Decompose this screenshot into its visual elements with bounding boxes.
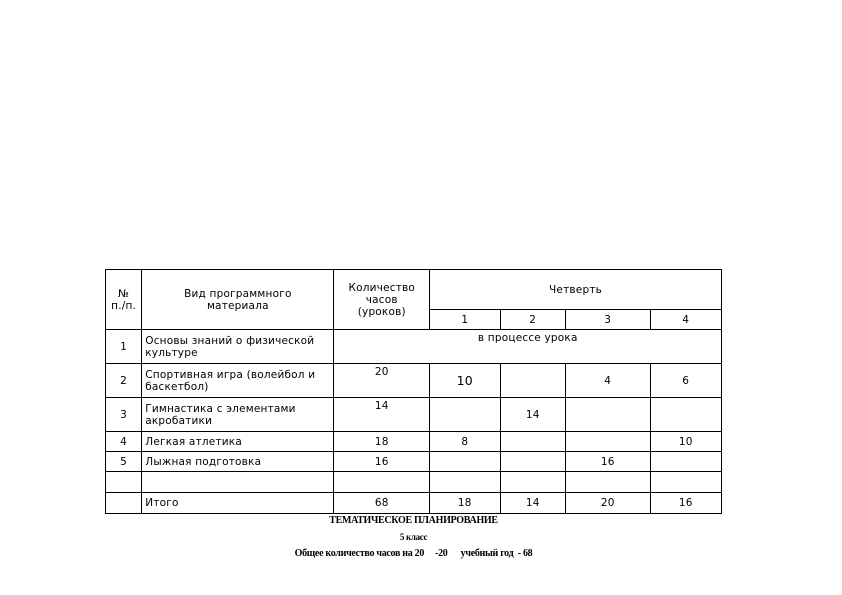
- header-quarter-2: 2: [500, 310, 565, 330]
- table-row: [106, 452, 722, 472]
- header-hours: Количество часов (уроков): [334, 270, 430, 330]
- row-q3: 4: [565, 364, 650, 398]
- row-material: [142, 472, 334, 493]
- table-row: [106, 432, 722, 452]
- header-quarter-4: 4: [650, 310, 722, 330]
- caption-title: ТЕМАТИЧЕСКОЕ ПЛАНИРОВАНИЕ: [329, 515, 498, 526]
- row-q4: [650, 452, 722, 472]
- row-q3: [565, 432, 650, 452]
- header-num: № п./п.: [106, 270, 142, 330]
- row-num: 3: [106, 398, 142, 432]
- caption-grade: 5 класс: [399, 532, 428, 542]
- row-hours: [334, 472, 430, 493]
- row-q3: [565, 398, 650, 432]
- row-q2: 14: [500, 398, 565, 432]
- row-q4: [650, 472, 722, 493]
- row-num: [106, 493, 142, 514]
- row-q1: 10: [430, 364, 500, 398]
- header-quarter: Четверть: [430, 270, 722, 310]
- row-q2: [500, 472, 565, 493]
- header-row: [106, 270, 722, 310]
- row-q1: [430, 452, 500, 472]
- table-row: [106, 364, 722, 398]
- row-q4: 10: [650, 432, 722, 452]
- row-q3: 20: [565, 493, 650, 514]
- row-q2: [500, 364, 565, 398]
- table-row: [106, 330, 722, 364]
- row-material: Основы знаний о физической культуре: [142, 330, 334, 364]
- row-hours: 20: [334, 364, 430, 398]
- row-material: Спортивная игра (волейбол и баскетбол): [142, 364, 334, 398]
- row-q3: [565, 472, 650, 493]
- row-hours: 68: [334, 493, 430, 514]
- row-q2: [500, 432, 565, 452]
- row-num: 5: [106, 452, 142, 472]
- row-hours: 14: [334, 398, 430, 432]
- header-quarter-1: 1: [430, 310, 500, 330]
- table-row-total: [106, 493, 722, 514]
- row-q2: [500, 452, 565, 472]
- thematic-plan-table: [105, 269, 722, 514]
- table-row: [106, 398, 722, 432]
- row-q2: 14: [500, 493, 565, 514]
- header-quarter-3: 3: [565, 310, 650, 330]
- row-hours: 16: [334, 452, 430, 472]
- row-material: Легкая атлетика: [142, 432, 334, 452]
- row-material: Итого: [142, 493, 334, 514]
- row-q4: 6: [650, 364, 722, 398]
- row-merged-note: в процессе урока: [334, 330, 722, 364]
- row-q1: 18: [430, 493, 500, 514]
- header-material: Вид программного материала: [142, 270, 334, 330]
- table-row-empty: [106, 472, 722, 493]
- caption-total-hours: Общее количество часов на 20 -20 учебный год - 68: [294, 548, 533, 559]
- row-material: Лыжная подготовка: [142, 452, 334, 472]
- row-q1: [430, 398, 500, 432]
- row-num: 4: [106, 432, 142, 452]
- row-q1: 8: [430, 432, 500, 452]
- row-q4: [650, 398, 722, 432]
- row-q4: 16: [650, 493, 722, 514]
- row-num: [106, 472, 142, 493]
- row-material: Гимнастика с элементами акробатики: [142, 398, 334, 432]
- row-q3: 16: [565, 452, 650, 472]
- row-q1: [430, 472, 500, 493]
- row-hours: 18: [334, 432, 430, 452]
- row-num: 2: [106, 364, 142, 398]
- row-num: 1: [106, 330, 142, 364]
